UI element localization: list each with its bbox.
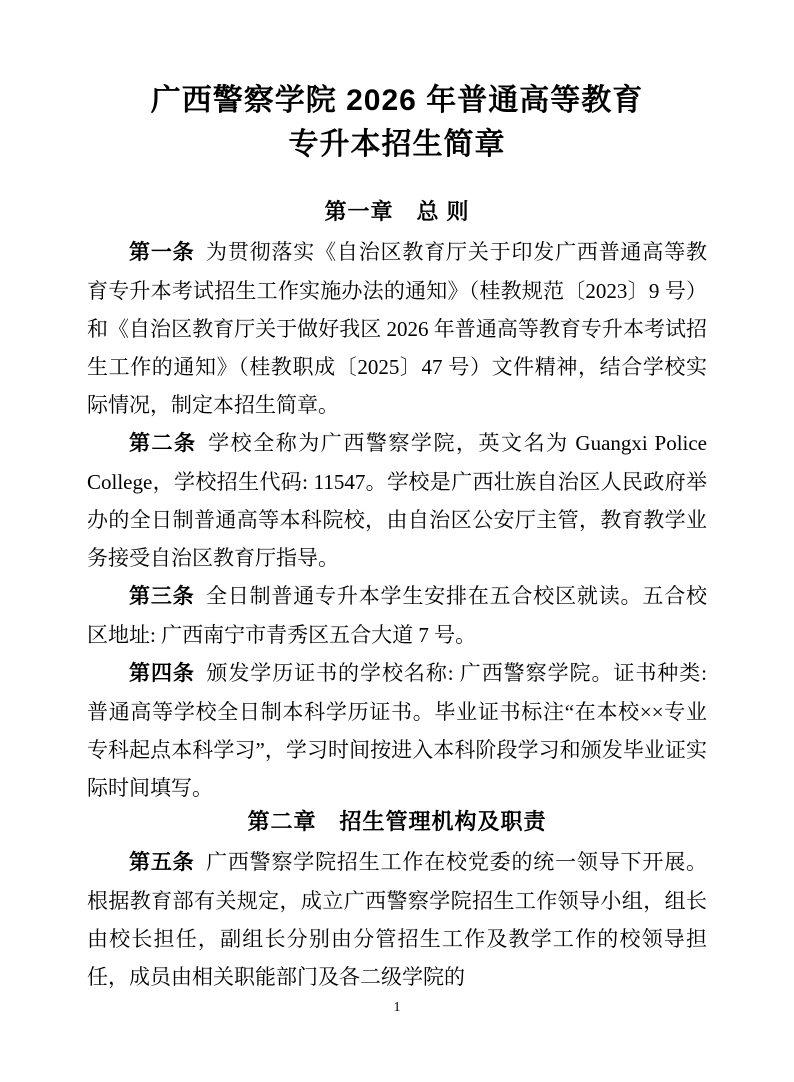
article-3-text: 全日制普通专升本学生安排在五合校区就读。五合校区地址: 广西南宁市青秀区五合大道 7 号。 bbox=[87, 584, 708, 647]
article-4-text: 颁发学历证书的学校名称: 广西警察学院。证书种类: 普通高等学校全日制本科学历证书。毕业证书标注“在本校××专业专科起点本科学习”，学习时间按进入本科阶段学习和颁发毕业证实际时间填写。 bbox=[87, 661, 708, 800]
section-chapter-2 bbox=[87, 807, 707, 996]
chapter-2-paragraphs bbox=[87, 843, 707, 996]
page-number: 1 bbox=[393, 1000, 401, 1015]
article-4-paragraph bbox=[87, 654, 707, 807]
article-5-paragraph bbox=[87, 843, 707, 996]
document-title bbox=[87, 79, 707, 167]
article-1-text: 为贯彻落实《自治区教育厅关于印发广西普通高等教育专升本考试招生工作实施办法的通知》（桂教规范〔2023〕9 号）和《自治区教育厅关于做好我区 2026 年普通高等教育专升本考试招生工作的通知》（桂教职成〔2025〕47 号）文件精神，结合学校实际情况，制定本招生简章。 bbox=[87, 240, 708, 417]
article-1-paragraph bbox=[87, 233, 707, 424]
article-5-label: 第五条 bbox=[129, 851, 195, 874]
title-line-1: 广西警察学院 2026 年普通高等教育 bbox=[150, 84, 644, 117]
article-2-label: 第二条 bbox=[129, 432, 197, 455]
article-1-label: 第一条 bbox=[129, 241, 195, 264]
chapter-1-paragraphs bbox=[87, 233, 707, 807]
article-3-paragraph bbox=[87, 577, 707, 654]
article-2-paragraph bbox=[87, 424, 707, 577]
article-2-text: 学校全称为广西警察学院，英文名为 Guangxi Police College，学校招生代码: 11547。学校是广西壮族自治区人民政府举办的全日制普通高等本科院校，由自治区公安厅主管，教育教学业务接受自治区教育厅指导。 bbox=[87, 431, 707, 570]
title-line-2: 专升本招生简章 bbox=[288, 128, 506, 161]
chapter-2-heading: 第二章 招生管理机构及职责 bbox=[247, 809, 547, 834]
chapter-1-heading: 第一章 总 则 bbox=[324, 199, 470, 224]
section-chapter-1 bbox=[87, 197, 707, 807]
article-5-text: 广西警察学院招生工作在校党委的统一领导下开展。根据教育部有关规定，成立广西警察学院招生工作领导小组，组长由校长担任，副组长分别由分管招生工作及教学工作的校领导担任，成员由相关职能部门及各二级学院的 bbox=[87, 850, 708, 989]
article-4-label: 第四条 bbox=[129, 662, 195, 685]
article-3-label: 第三条 bbox=[129, 585, 195, 608]
